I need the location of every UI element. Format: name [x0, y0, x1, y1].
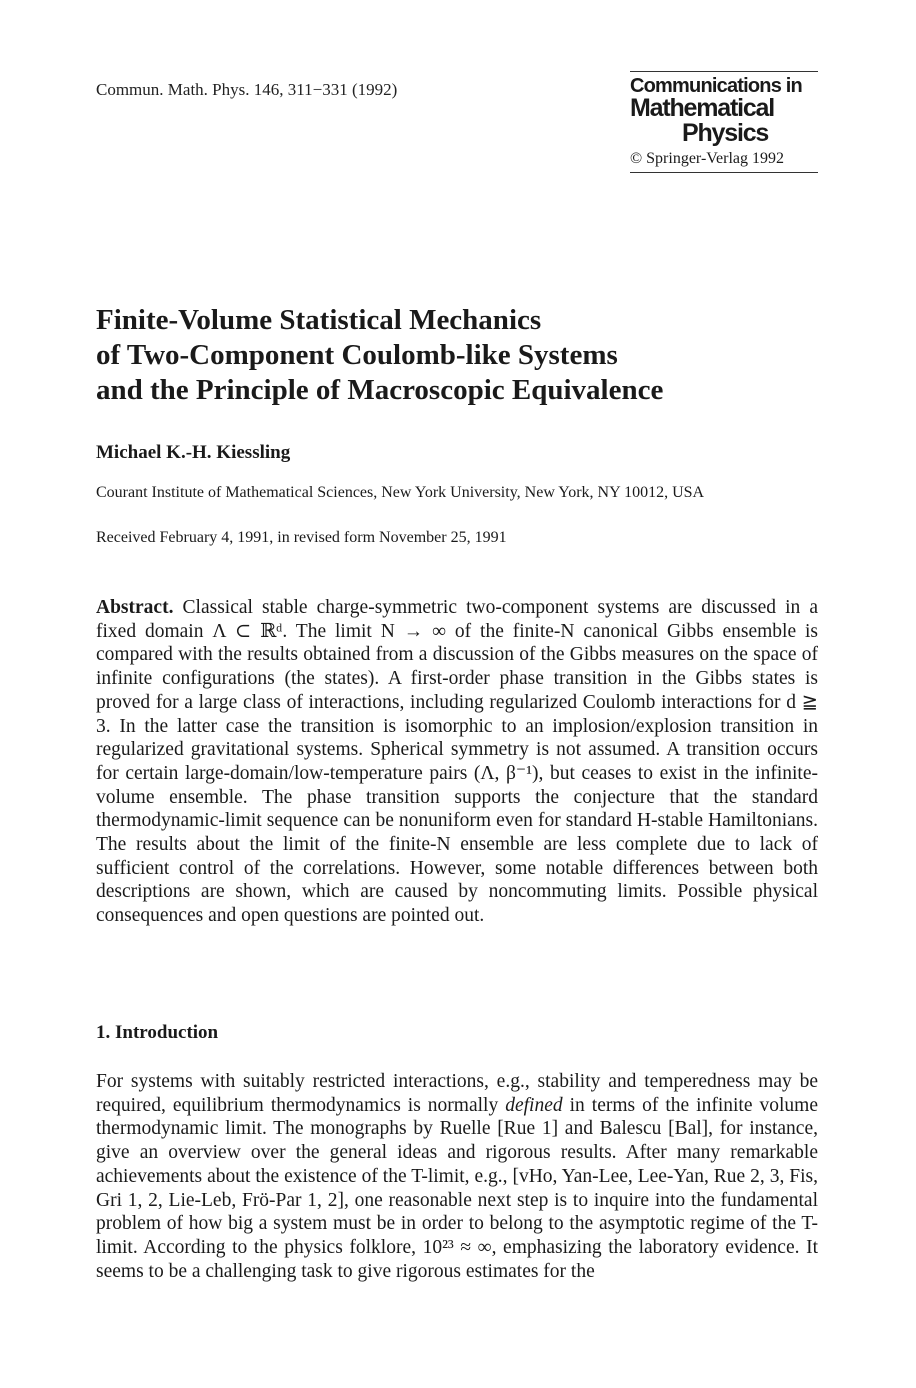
copyright-notice: © Springer-Verlag 1992: [630, 150, 785, 167]
intro-text-part1: For systems with suitably restricted interactions, e.g., stability and temperedness may be required, equilibrium thermodynamics is normally: [96, 1071, 818, 1116]
received-dates: Received February 4, 1991, in revised form November 25, 1991: [96, 529, 507, 546]
journal-masthead: [630, 71, 818, 173]
intro-emphasis: defined: [505, 1094, 563, 1116]
journal-name-line1: Communications in: [630, 75, 802, 97]
journal-name-line3: Physics: [682, 119, 769, 147]
introduction-paragraph: [96, 1070, 818, 1283]
author-affiliation: Courant Institute of Mathematical Sciences, New York University, New York, NY 10012, USA: [96, 484, 705, 501]
abstract: [96, 596, 818, 928]
journal-citation: Commun. Math. Phys. 146, 311−331 (1992): [96, 80, 398, 99]
title-line-3: and the Principle of Macroscopic Equivalence: [96, 374, 664, 406]
title-line-2: of Two-Component Coulomb-like Systems: [96, 339, 618, 371]
abstract-label: Abstract.: [96, 597, 174, 618]
abstract-text: Classical stable charge-symmetric two-component systems are discussed in a fixed domain Λ ⊂ ℝᵈ. The limit N → ∞ of the finite-N canonical Gibbs ensemble is compared with the results obtained from a discussion of the Gibbs measures on the space of infinite configurations (the states). A first-order phase transition in the Gibbs states is proved for a large class of interactions, including regularized Coulomb interactions for d ≧ 3. In the latter case the transition is isomorphic to an implosion/explosion transition in regularized gravitational systems. Spherical symmetry is not assumed. A transition occurs for certain large-domain/low-temperature pairs (Λ, β⁻¹), but ceases to exist in the infinite-volume ensemble. The phase transition supports the conjecture that the standard thermodynamic-limit sequence can be nonuniform even for standard H-stable Hamiltonians. The results about the limit of the finite-N ensemble are less complete due to lack of sufficient control of the correlations. However, some notable differences between both descriptions are shown, which are caused by noncommuting limits. Possible physical consequences and open questions are pointed out.: [96, 597, 819, 927]
section-heading: 1. Introduction: [96, 1022, 219, 1043]
author-name: Michael K.-H. Kiessling: [96, 442, 291, 463]
journal-name-line2: Mathematical: [630, 94, 774, 122]
paper-title: [96, 303, 836, 408]
title-line-1: Finite-Volume Statistical Mechanics: [96, 304, 542, 336]
intro-text-part2: in terms of the infinite volume thermodynamic limit. The monographs by Ruelle [Rue 1] and Balescu [Bal], for instance, give an overview over the general ideas and rigorous results. After many remarkable achievements about the existence of the T-limit, e.g., [vHo, Yan-Lee, Lee-Yan, Rue 2, 3, Fis, Gri 1, 2, Lie-Leb, Frö-Par 1, 2], one reasonable next step is to inquire into the fundamental problem of how big a system must be in order to belong to the asymptotic regime of the T-limit. According to the physics folklore, 10²³ ≈ ∞, emphasizing the laboratory evidence. It seems to be a challenging task to give rigorous estimates for the: [96, 1094, 818, 1282]
